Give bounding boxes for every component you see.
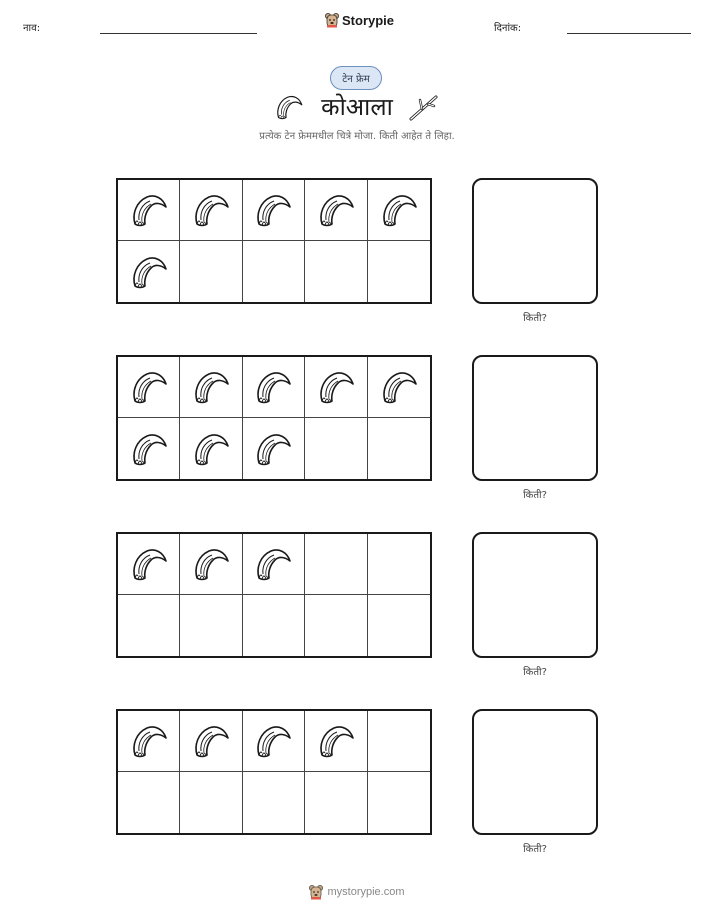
koala-claw-icon bbox=[191, 367, 231, 407]
date-label: दिनांक: bbox=[494, 23, 522, 34]
name-write-line bbox=[100, 33, 257, 34]
koala-claw-icon bbox=[191, 190, 231, 230]
footer bbox=[0, 884, 714, 900]
answer-box-3[interactable] bbox=[472, 532, 598, 658]
ten-frame-cell bbox=[243, 418, 305, 479]
answer-label-1: किती? bbox=[523, 313, 547, 324]
ten-frame-cell bbox=[305, 772, 367, 833]
answer-box-4[interactable] bbox=[472, 709, 598, 835]
answer-label-3: किती? bbox=[523, 667, 547, 678]
koala-claw-icon bbox=[129, 721, 169, 761]
ten-frame-cell bbox=[305, 180, 367, 241]
ten-frame-cell bbox=[305, 711, 367, 772]
koala-claw-icon bbox=[316, 190, 356, 230]
ten-frame-cell bbox=[118, 241, 180, 302]
ten-frame-cell bbox=[180, 418, 242, 479]
koala-mascot-icon bbox=[325, 12, 339, 28]
koala-claw-icon bbox=[129, 252, 169, 292]
ten-frame-cell bbox=[118, 595, 180, 656]
ten-frame-cell bbox=[243, 595, 305, 656]
ten-frame-cell bbox=[243, 357, 305, 418]
koala-claw-icon bbox=[191, 429, 231, 469]
koala-claw-icon bbox=[129, 190, 169, 230]
brand-logo bbox=[325, 12, 394, 28]
ten-frame-cell bbox=[368, 711, 430, 772]
koala-claw-icon bbox=[253, 721, 293, 761]
ten-frame-cell bbox=[368, 357, 430, 418]
date-write-line bbox=[567, 33, 691, 34]
ten-frame-cell bbox=[305, 241, 367, 302]
ten-frame-cell bbox=[180, 357, 242, 418]
page-title: कोआला bbox=[321, 93, 393, 121]
ten-frame-cell bbox=[180, 711, 242, 772]
ten-frame-cell bbox=[118, 357, 180, 418]
ten-frame-cell bbox=[368, 241, 430, 302]
koala-claw-icon bbox=[253, 544, 293, 584]
koala-claw-icon bbox=[129, 429, 169, 469]
eucalyptus-branch-icon bbox=[408, 92, 440, 122]
ten-frame-cell bbox=[118, 772, 180, 833]
ten-frame-cell bbox=[368, 772, 430, 833]
brand-name: Storypie bbox=[342, 12, 395, 28]
topic-badge: टेन फ्रेम bbox=[330, 66, 382, 90]
koala-claw-icon bbox=[129, 367, 169, 407]
ten-frame-cell bbox=[243, 772, 305, 833]
instructions: प्रत्येक टेन फ्रेममधील चित्रे मोजा. किती आहेत ते लिहा. bbox=[259, 131, 455, 142]
ten-frame-cell bbox=[118, 180, 180, 241]
ten-frame-cell bbox=[368, 534, 430, 595]
answer-label-4: किती? bbox=[523, 844, 547, 855]
koala-claw-icon bbox=[379, 367, 419, 407]
ten-frame-cell bbox=[305, 595, 367, 656]
name-label: नाव: bbox=[23, 23, 41, 34]
ten-frame-cell bbox=[118, 711, 180, 772]
ten-frame-cell bbox=[180, 534, 242, 595]
ten-frame-3 bbox=[116, 532, 432, 658]
ten-frame-cell bbox=[368, 180, 430, 241]
ten-frame-cell bbox=[368, 595, 430, 656]
koala-claw-icon bbox=[253, 190, 293, 230]
title-row bbox=[0, 88, 714, 128]
ten-frame-cell bbox=[305, 418, 367, 479]
koala-mascot-icon bbox=[309, 884, 323, 900]
koala-claw-icon bbox=[191, 721, 231, 761]
footer-url: mystorypie.com bbox=[327, 886, 405, 898]
ten-frame-cell bbox=[305, 534, 367, 595]
koala-claw-icon bbox=[253, 367, 293, 407]
ten-frame-cell bbox=[368, 418, 430, 479]
ten-frame-cell bbox=[118, 418, 180, 479]
ten-frame-cell bbox=[180, 241, 242, 302]
ten-frame-2 bbox=[116, 355, 432, 481]
ten-frame-cell bbox=[243, 534, 305, 595]
ten-frame-cell bbox=[243, 180, 305, 241]
ten-frame-4 bbox=[116, 709, 432, 835]
koala-claw-icon bbox=[253, 429, 293, 469]
koala-claw-icon bbox=[191, 544, 231, 584]
answer-box-2[interactable] bbox=[472, 355, 598, 481]
ten-frame-cell bbox=[305, 357, 367, 418]
worksheet-header bbox=[0, 0, 714, 50]
ten-frame-cell bbox=[243, 241, 305, 302]
koala-claw-icon bbox=[129, 544, 169, 584]
ten-frame-cell bbox=[180, 772, 242, 833]
answer-label-2: किती? bbox=[523, 490, 547, 501]
ten-frame-cell bbox=[180, 180, 242, 241]
ten-frame-cell bbox=[118, 534, 180, 595]
answer-box-1[interactable] bbox=[472, 178, 598, 304]
ten-frame-cell bbox=[243, 711, 305, 772]
ten-frame-cell bbox=[180, 595, 242, 656]
koala-claw-icon bbox=[316, 721, 356, 761]
koala-claw-icon bbox=[316, 367, 356, 407]
ten-frame-1 bbox=[116, 178, 432, 304]
koala-claw-icon bbox=[379, 190, 419, 230]
